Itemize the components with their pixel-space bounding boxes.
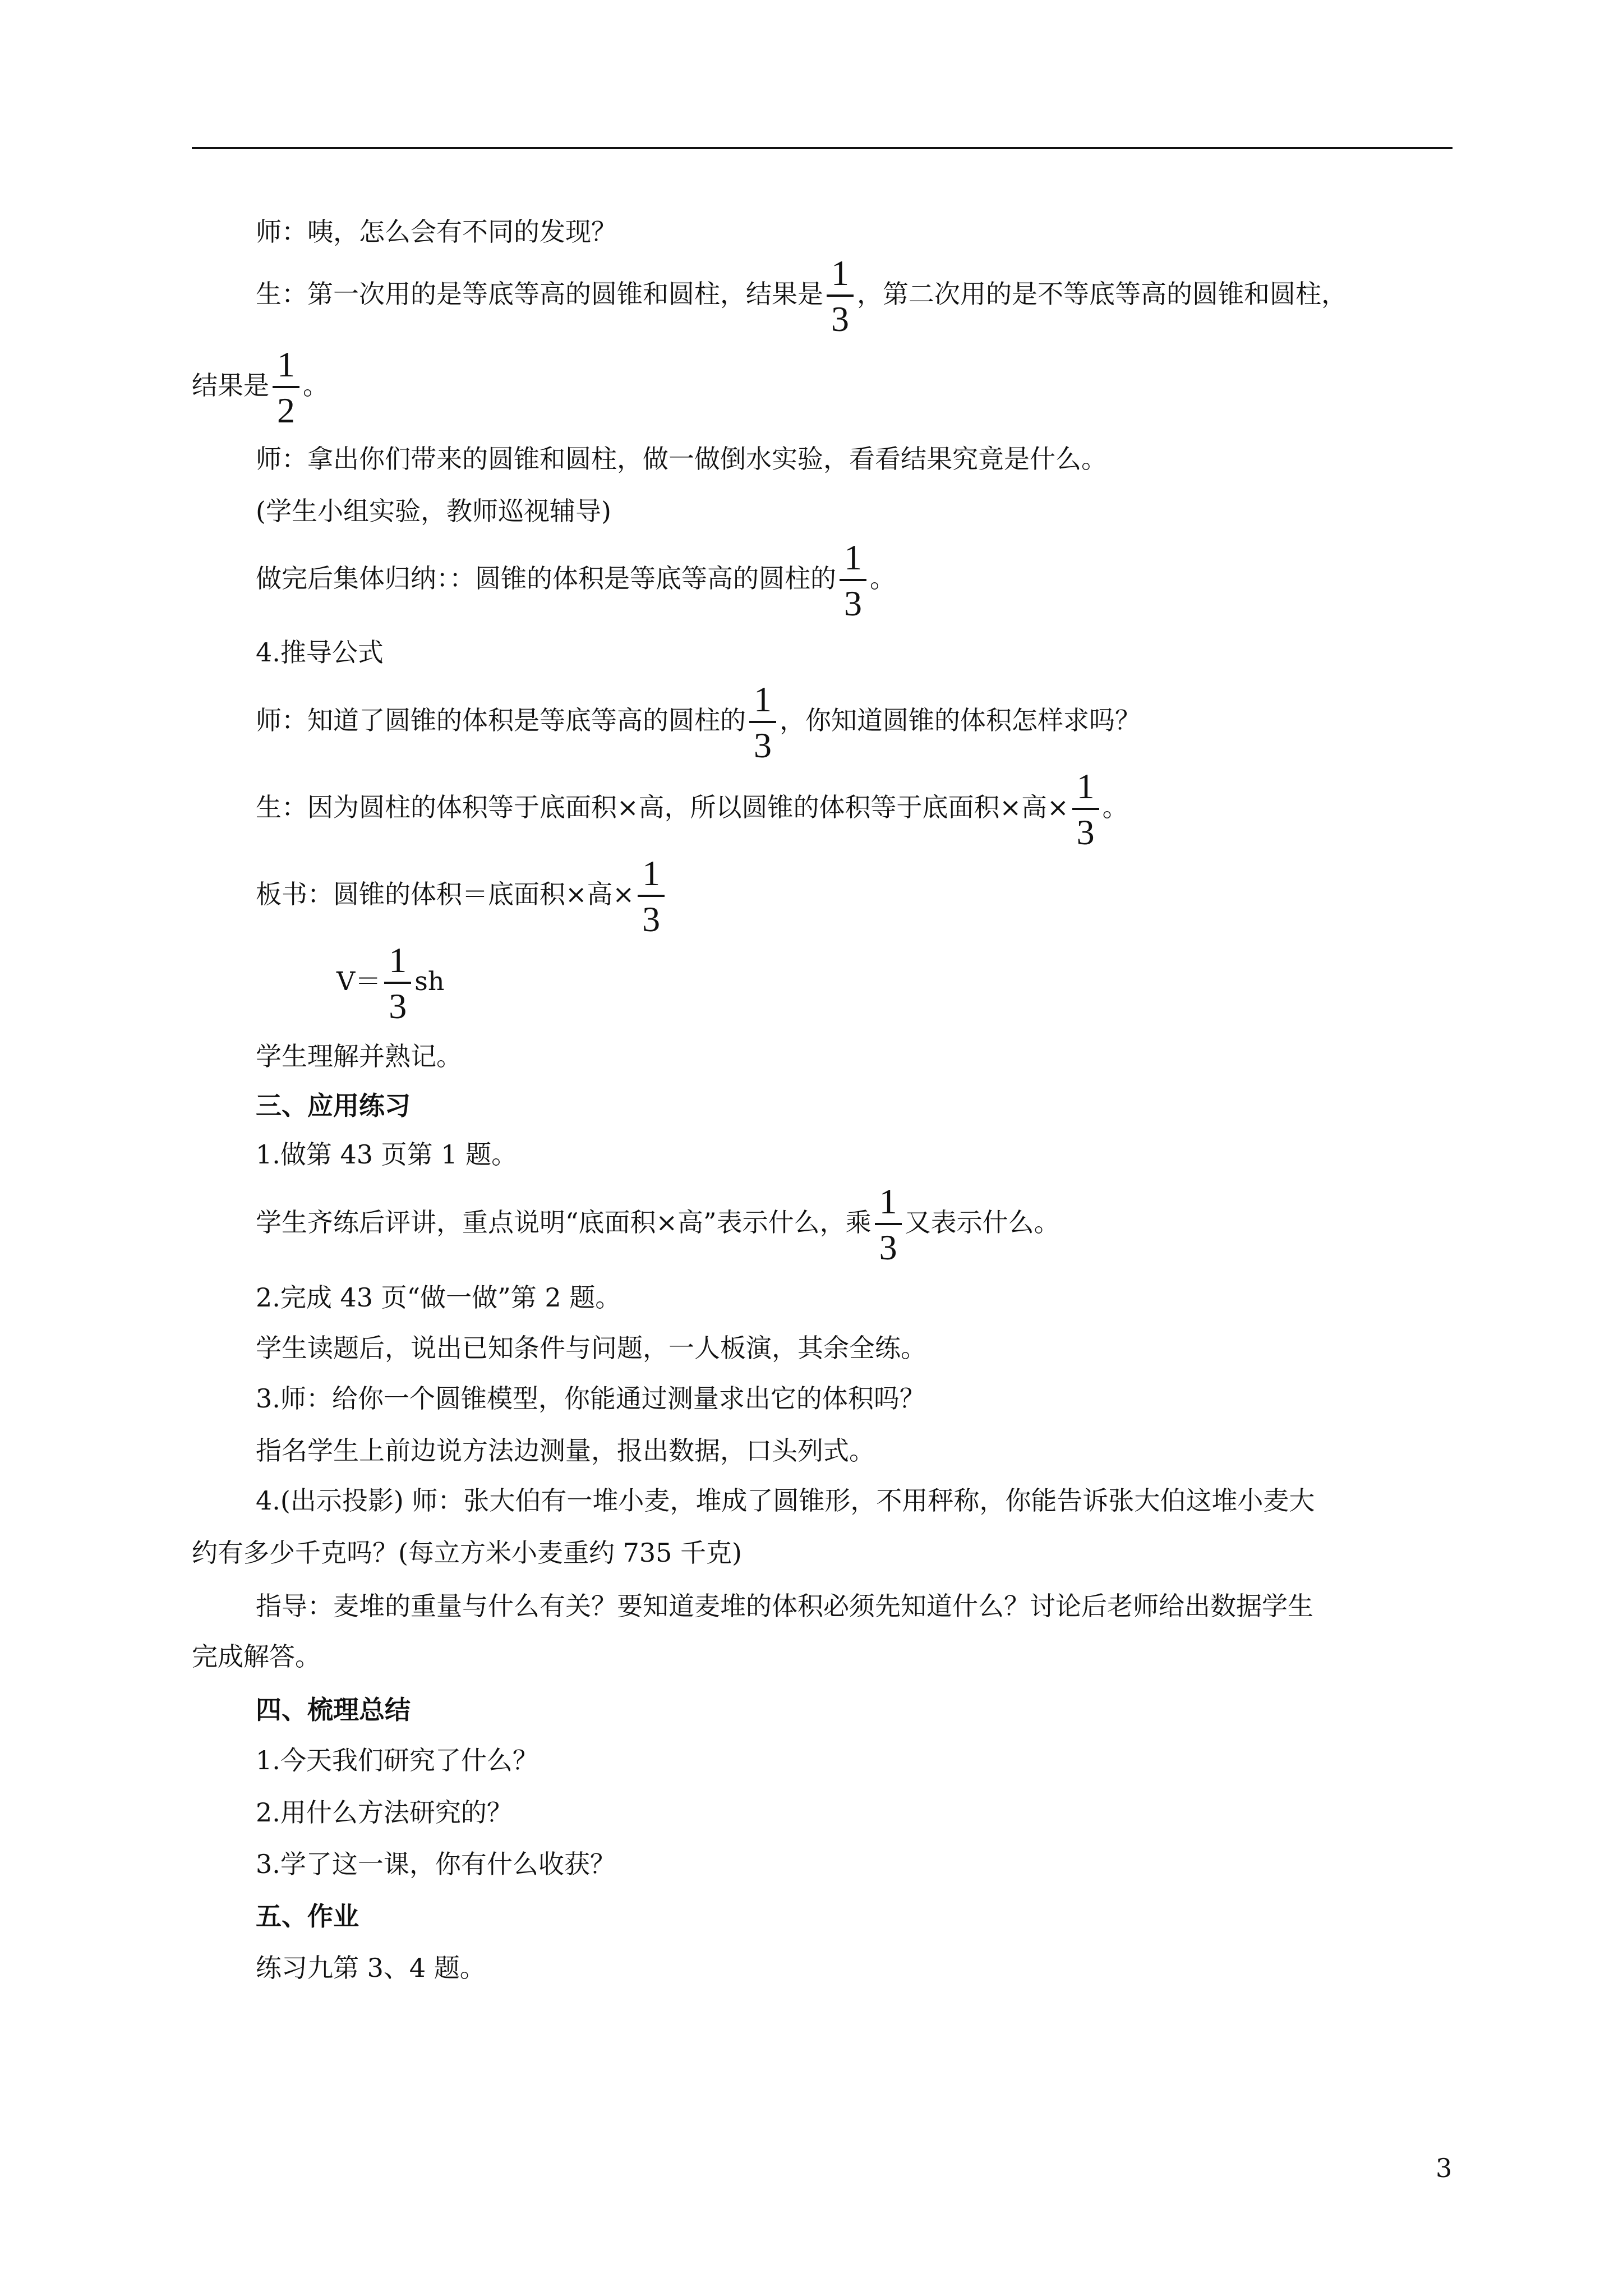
text-line: 1.今天我们研究了什么？ [256, 1745, 538, 1775]
fraction-one-third: $\frac{1}{3}$ [827, 255, 854, 337]
text-line: 指导：麦堆的重量与什么有关？要知道麦堆的体积必须先知道什么？讨论后老师给出数据学生 [256, 1591, 1313, 1621]
text-line: 生：第一次用的是等底等高的圆锥和圆柱，结果是 $\frac{1}{3}$ ，第二次用的是不等底等高的圆锥和圆柱， [256, 253, 1347, 339]
text-line: 指名学生上前边说方法边测量，报出数据，口头列式。 [256, 1435, 875, 1466]
board-formula-symbolic: V＝ $\frac{1}{3}$ sh [336, 940, 445, 1026]
board-formula-text: 板书：圆锥的体积＝底面积×高× $\frac{1}{3}$ [256, 855, 668, 937]
text-line: 约有多少千克吗？(每立方米小麦重约 735 千克) [192, 1538, 742, 1568]
text-line: 4.(出示投影) 师：张大伯有一堆小麦，堆成了圆锥形，不用秤称，你能告诉张大伯这堆小麦大 [256, 1485, 1315, 1516]
text-line: 2.用什么方法研究的？ [256, 1797, 513, 1828]
fraction-one-third: $\frac{1}{3}$ [1072, 769, 1099, 850]
fraction-one-third: $\frac{1}{3}$ [840, 540, 866, 622]
section-heading: 五、作业 [256, 1901, 359, 1931]
page-number: 3 [1436, 2153, 1453, 2183]
fraction-one-third: $\frac{1}{3}$ [384, 942, 411, 1024]
text-line: 生：因为圆柱的体积等于底面积×高，所以圆锥的体积等于底面积×高× $\frac{1}{3}$ 。 [256, 766, 1128, 852]
header-rule [192, 147, 1453, 149]
text-line: (学生小组实验，教师巡视辅导) [256, 496, 611, 526]
text-line: 1.做第 43 页第 1 题。 [256, 1139, 518, 1170]
fraction-one-half: $\frac{1}{2}$ [273, 347, 299, 429]
section-heading: 三、应用练习 [256, 1091, 411, 1121]
text-line: 练习九第 3、4 题。 [256, 1953, 486, 1983]
text-line: 师：拿出你们带来的圆锥和圆柱，做一做倒水实验，看看结果究竟是什么。 [256, 444, 1107, 474]
text-line: 师：咦，怎么会有不同的发现？ [256, 217, 617, 247]
text-line: 完成解答。 [192, 1641, 321, 1672]
text-line: 3.学了这一课，你有什么收获？ [256, 1849, 616, 1879]
section-heading: 四、梳理总结 [256, 1695, 411, 1725]
text-line: 学生理解并熟记。 [256, 1041, 462, 1071]
fraction-one-third: $\frac{1}{3}$ [875, 1184, 902, 1266]
fraction-one-third: $\frac{1}{3}$ [638, 855, 665, 937]
text-line: 3.师：给你一个圆锥模型，你能通过测量求出它的体积吗？ [256, 1383, 925, 1414]
text-line: 结果是 $\frac{1}{2}$ 。 [192, 344, 329, 430]
text-line: 学生齐练后评讲，重点说明“底面积×高”表示什么，乘 $\frac{1}{3}$ 又表示什么。 [256, 1181, 1060, 1267]
fraction-one-third: $\frac{1}{3}$ [749, 682, 776, 763]
text-line: 学生读题后，说出已知条件与问题，一人板演，其余全练。 [256, 1333, 926, 1363]
section-subheading: 4.推导公式 [256, 637, 384, 668]
text-line: 师：知道了圆锥的体积是等底等高的圆柱的 $\frac{1}{3}$ ，你知道圆锥的体积怎样求吗？ [256, 679, 1141, 765]
text-line: 2.完成 43 页“做一做”第 2 题。 [256, 1282, 621, 1313]
text-line: 做完后集体归纳：：圆锥的体积是等底等高的圆柱的 $\frac{1}{3}$ 。 [256, 537, 896, 623]
